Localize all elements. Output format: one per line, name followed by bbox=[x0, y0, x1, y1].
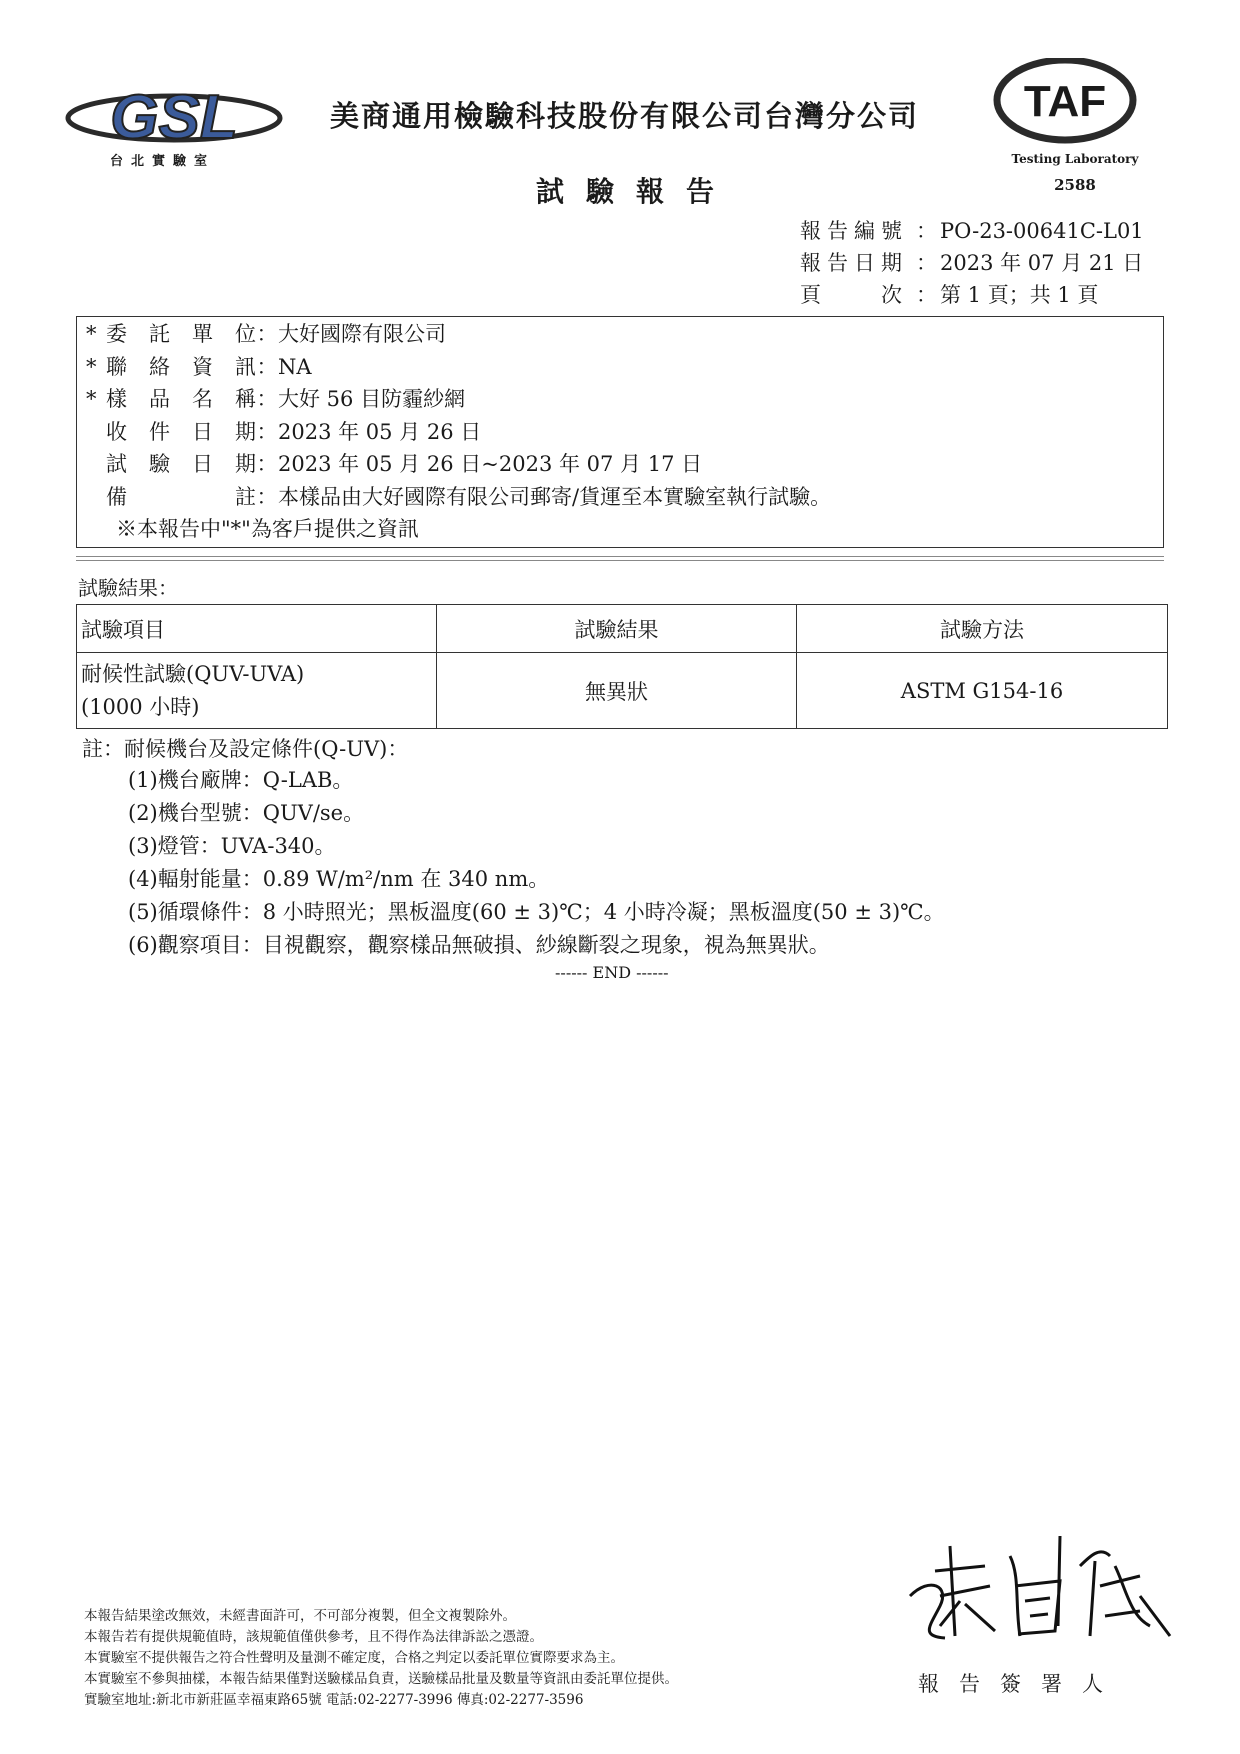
info-star bbox=[86, 481, 106, 514]
taf-number: 2588 bbox=[1054, 176, 1096, 194]
header-cell: 試驗項目 bbox=[77, 605, 437, 653]
footer-line: 實驗室地址:新北市新莊區幸福東路65號 電話:02-2277-3996 傳真:02-2277-3596 bbox=[84, 1692, 584, 1708]
gsl-logo-text: GSL bbox=[110, 83, 238, 152]
info-row: 備 註 ： 本樣品由大好國際有限公司郵寄/貨運至本實驗室執行試驗。 bbox=[86, 481, 831, 514]
info-value: 2023 年 05 月 26 日~2023 年 07 月 17 日 bbox=[278, 452, 703, 476]
item-cell bbox=[77, 653, 437, 729]
header-cell: 試驗結果 bbox=[437, 605, 797, 653]
footer-line: 本實驗室不提供報告之符合性聲明及量測不確定度，合格之判定以委託單位實際要求為主。 bbox=[84, 1650, 624, 1666]
header-cell: 試驗方法 bbox=[797, 605, 1168, 653]
info-row: 收 件 日 期 ： 2023 年 05 月 26 日 bbox=[86, 416, 831, 449]
report-meta bbox=[800, 215, 1144, 311]
meta-label: 頁 次 bbox=[800, 283, 908, 307]
meta-label: 報告編號 bbox=[800, 219, 908, 243]
info-label: 委 託 單 位 bbox=[106, 322, 256, 346]
meta-row: 頁 次 ： 第 1 頁；共 1 頁 bbox=[800, 279, 1144, 311]
footer-line: 本報告結果塗改無效，未經書面許可，不可部分複製，但全文複製除外。 bbox=[84, 1608, 516, 1624]
info-label: 備 註 bbox=[106, 484, 256, 509]
note-item: (1)機台廠牌：Q-LAB。 bbox=[128, 768, 354, 792]
info-value: NA bbox=[278, 354, 312, 379]
info-star: * bbox=[86, 322, 97, 346]
method-cell: ASTM G154-16 bbox=[797, 653, 1168, 729]
info-row: * 聯 絡 資 訊 ： NA bbox=[86, 351, 831, 384]
info-star: * bbox=[86, 354, 97, 379]
gsl-subtitle: 台北實驗室 bbox=[110, 154, 216, 169]
meta-value: 2023 年 07 月 21 日 bbox=[940, 251, 1144, 275]
item-line: 耐候性試驗(QUV-UVA) bbox=[81, 661, 305, 686]
info-label: 試 驗 日 期 bbox=[106, 452, 256, 476]
notes-list bbox=[128, 764, 945, 962]
results-label: 試驗結果： bbox=[78, 576, 178, 600]
note-item: (2)機台型號：QUV/se。 bbox=[128, 801, 365, 825]
note-item: (5)循環條件：8 小時照光；黑板溫度(60 ± 3)℃；4 小時冷凝；黑板溫度(50 ± 3)℃。 bbox=[128, 900, 945, 924]
info-star bbox=[86, 416, 106, 449]
footer-line: 本實驗室不參與抽樣，本報告結果僅對送驗樣品負責，送驗樣品批量及數量等資訊由委託單位提供。 bbox=[84, 1671, 678, 1687]
note-item: (4)輻射能量：0.89 W/m²/nm 在 340 nm。 bbox=[128, 867, 550, 891]
table-row bbox=[77, 653, 1168, 729]
client-info bbox=[86, 318, 831, 546]
info-value: 大好 56 目防霾紗網 bbox=[278, 387, 466, 411]
signature-image bbox=[900, 1526, 1180, 1656]
footer-line: 本報告若有提供規範值時，該規範值僅供參考，且不得作為法律訴訟之憑證。 bbox=[84, 1629, 543, 1645]
info-note: ※本報告中"*"為客戶提供之資訊 bbox=[116, 517, 419, 541]
taf-logo bbox=[990, 58, 1140, 158]
info-star: * bbox=[86, 387, 97, 411]
meta-label: 報告日期 bbox=[800, 251, 908, 275]
taf-logo-text: TAF bbox=[1023, 77, 1107, 126]
results-table bbox=[76, 604, 1168, 729]
taf-subtitle: Testing Laboratory bbox=[1011, 152, 1139, 166]
info-value: 2023 年 05 月 26 日 bbox=[278, 419, 482, 444]
table-header-row bbox=[77, 605, 1168, 653]
info-value: 本樣品由大好國際有限公司郵寄/貨運至本實驗室執行試驗。 bbox=[278, 484, 832, 509]
notes-heading: 註：耐候機台及設定條件(Q-UV)： bbox=[82, 737, 409, 761]
info-value: 大好國際有限公司 bbox=[278, 322, 446, 346]
note-item: (3)燈管：UVA-340。 bbox=[128, 834, 336, 858]
result-cell: 無異狀 bbox=[437, 653, 797, 729]
info-star bbox=[86, 448, 106, 481]
meta-value: PO-23-00641C-L01 bbox=[940, 219, 1144, 243]
info-label: 聯 絡 資 訊 bbox=[106, 354, 256, 379]
info-row: 試 驗 日 期 ： 2023 年 05 月 26 日~2023 年 07 月 17 日 bbox=[86, 448, 831, 481]
signatory-label: 報告簽署人 bbox=[918, 1672, 1123, 1696]
end-marker: ------ END ------ bbox=[555, 963, 669, 982]
meta-value: 第 1 頁；共 1 頁 bbox=[940, 283, 1099, 307]
info-label: 樣 品 名 稱 bbox=[106, 387, 256, 411]
meta-row: 報告編號 ： PO-23-00641C-L01 bbox=[800, 215, 1144, 247]
company-name: 美商通用檢驗科技股份有限公司台灣分公司 bbox=[330, 99, 920, 133]
info-row: * 樣 品 名 稱 ： 大好 56 目防霾紗網 bbox=[86, 383, 831, 416]
note-item: (6)觀察項目：目視觀察，觀察樣品無破損、紗線斷裂之現象，視為無異狀。 bbox=[128, 933, 830, 957]
meta-row: 報告日期 ： 2023 年 07 月 21 日 bbox=[800, 247, 1144, 279]
divider bbox=[76, 556, 1164, 557]
report-title: 試驗報告 bbox=[536, 175, 737, 208]
info-label: 收 件 日 期 bbox=[106, 419, 256, 444]
footer-disclaimer bbox=[84, 1606, 678, 1711]
info-row: * 委 託 單 位 ： 大好國際有限公司 bbox=[86, 318, 831, 351]
item-line: (1000 小時) bbox=[81, 694, 200, 719]
divider bbox=[76, 560, 1164, 561]
